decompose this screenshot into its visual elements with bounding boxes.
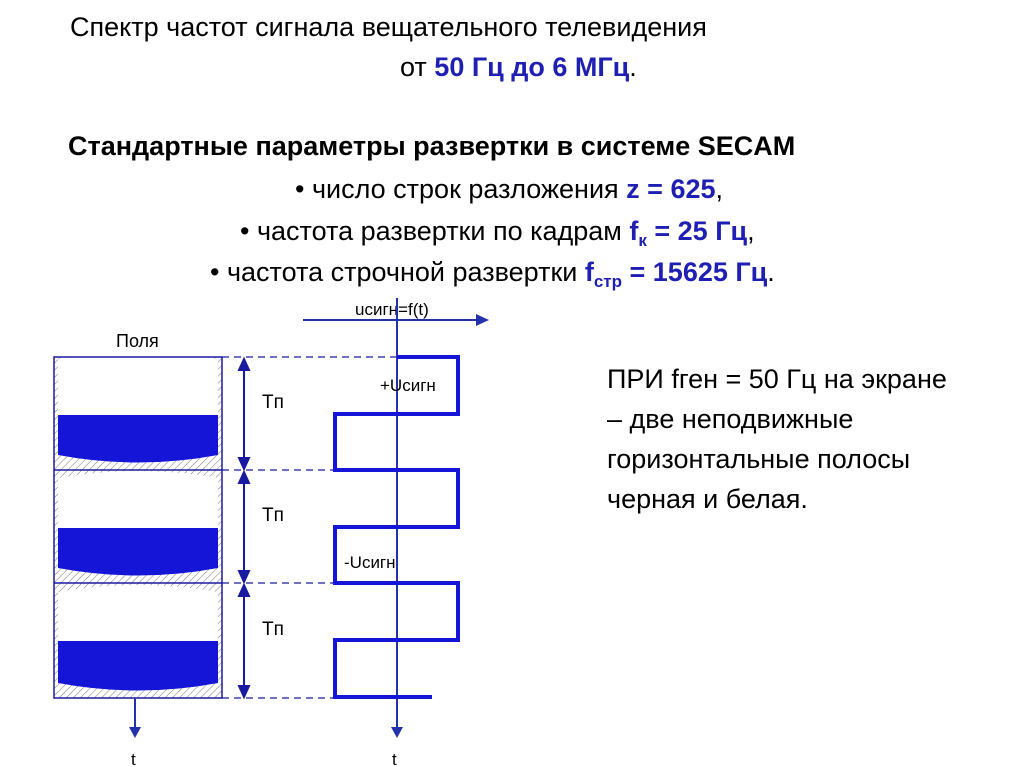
field-1 (54, 354, 222, 471)
param-2-value-tail: = 25 Гц (646, 216, 748, 246)
param-1-value: z = 625 (626, 174, 716, 204)
field-1-white-band (58, 354, 218, 416)
params-heading: Стандартные параметры развертки в системе SECAM (68, 131, 796, 161)
field-2 (54, 470, 222, 583)
screen-fields (54, 354, 222, 699)
note-line-3: горизонтальные полосы (607, 444, 911, 474)
field-2-black-band (58, 528, 218, 576)
param-3-value-tail: = 15625 Гц (622, 257, 768, 287)
param-3-value: f (584, 257, 594, 287)
param-2-suffix: , (747, 216, 755, 246)
fields-label: Поля (116, 331, 159, 351)
param-2-prefix: • частота развертки по кадрам (240, 216, 630, 246)
field-3 (54, 583, 222, 698)
range-prefix: от (400, 52, 435, 82)
range-suffix: . (629, 52, 637, 82)
param-3-subscript: стр (593, 272, 623, 291)
left-time-arrow (129, 727, 141, 738)
range-value: 50 Гц до 6 МГц (434, 52, 630, 82)
period-2-arrow-bottom (239, 571, 249, 582)
period-1-arrow-top (239, 359, 249, 370)
field-3-white-band (58, 585, 218, 641)
period-3-arrow-bottom (239, 686, 249, 697)
param-3-prefix: • частота строчной развертки (210, 257, 585, 287)
period-3-arrow-top (239, 585, 249, 596)
period-2-arrow-top (239, 472, 249, 483)
param-1-prefix: • число строк разложения (295, 174, 627, 204)
plus-level-label: +Uсигн (380, 376, 436, 395)
period-dimensions (239, 359, 249, 697)
period-label-3: Tп (262, 619, 284, 640)
note-line-2: – две неподвижные (607, 404, 854, 434)
param-3-suffix: . (767, 257, 775, 287)
param-2-subscript: к (638, 231, 647, 250)
field-3-black-band (58, 641, 218, 691)
signal-axis-label: uсигн=f(t) (355, 300, 429, 319)
period-label-1: Tп (262, 392, 284, 413)
signal-time-arrow (391, 727, 403, 738)
note-line-1: ПРИ fген = 50 Гц на экране (607, 364, 947, 394)
field-1-black-band (58, 415, 218, 463)
right-time-label: t (392, 750, 397, 767)
period-1-arrow-bottom (239, 458, 249, 469)
note-line-4: черная и белая. (607, 484, 808, 514)
period-label-2: Tп (262, 505, 284, 526)
param-2-value: f (629, 216, 639, 246)
title-line-1: Спектр частот сигнала вещательного телевидения (70, 12, 707, 42)
param-1-suffix: , (715, 174, 724, 204)
minus-level-label: -Uсигн (344, 553, 396, 572)
left-time-label: t (131, 750, 136, 767)
signal-horizontal-arrow (476, 314, 489, 326)
field-2-white-band (58, 471, 218, 528)
